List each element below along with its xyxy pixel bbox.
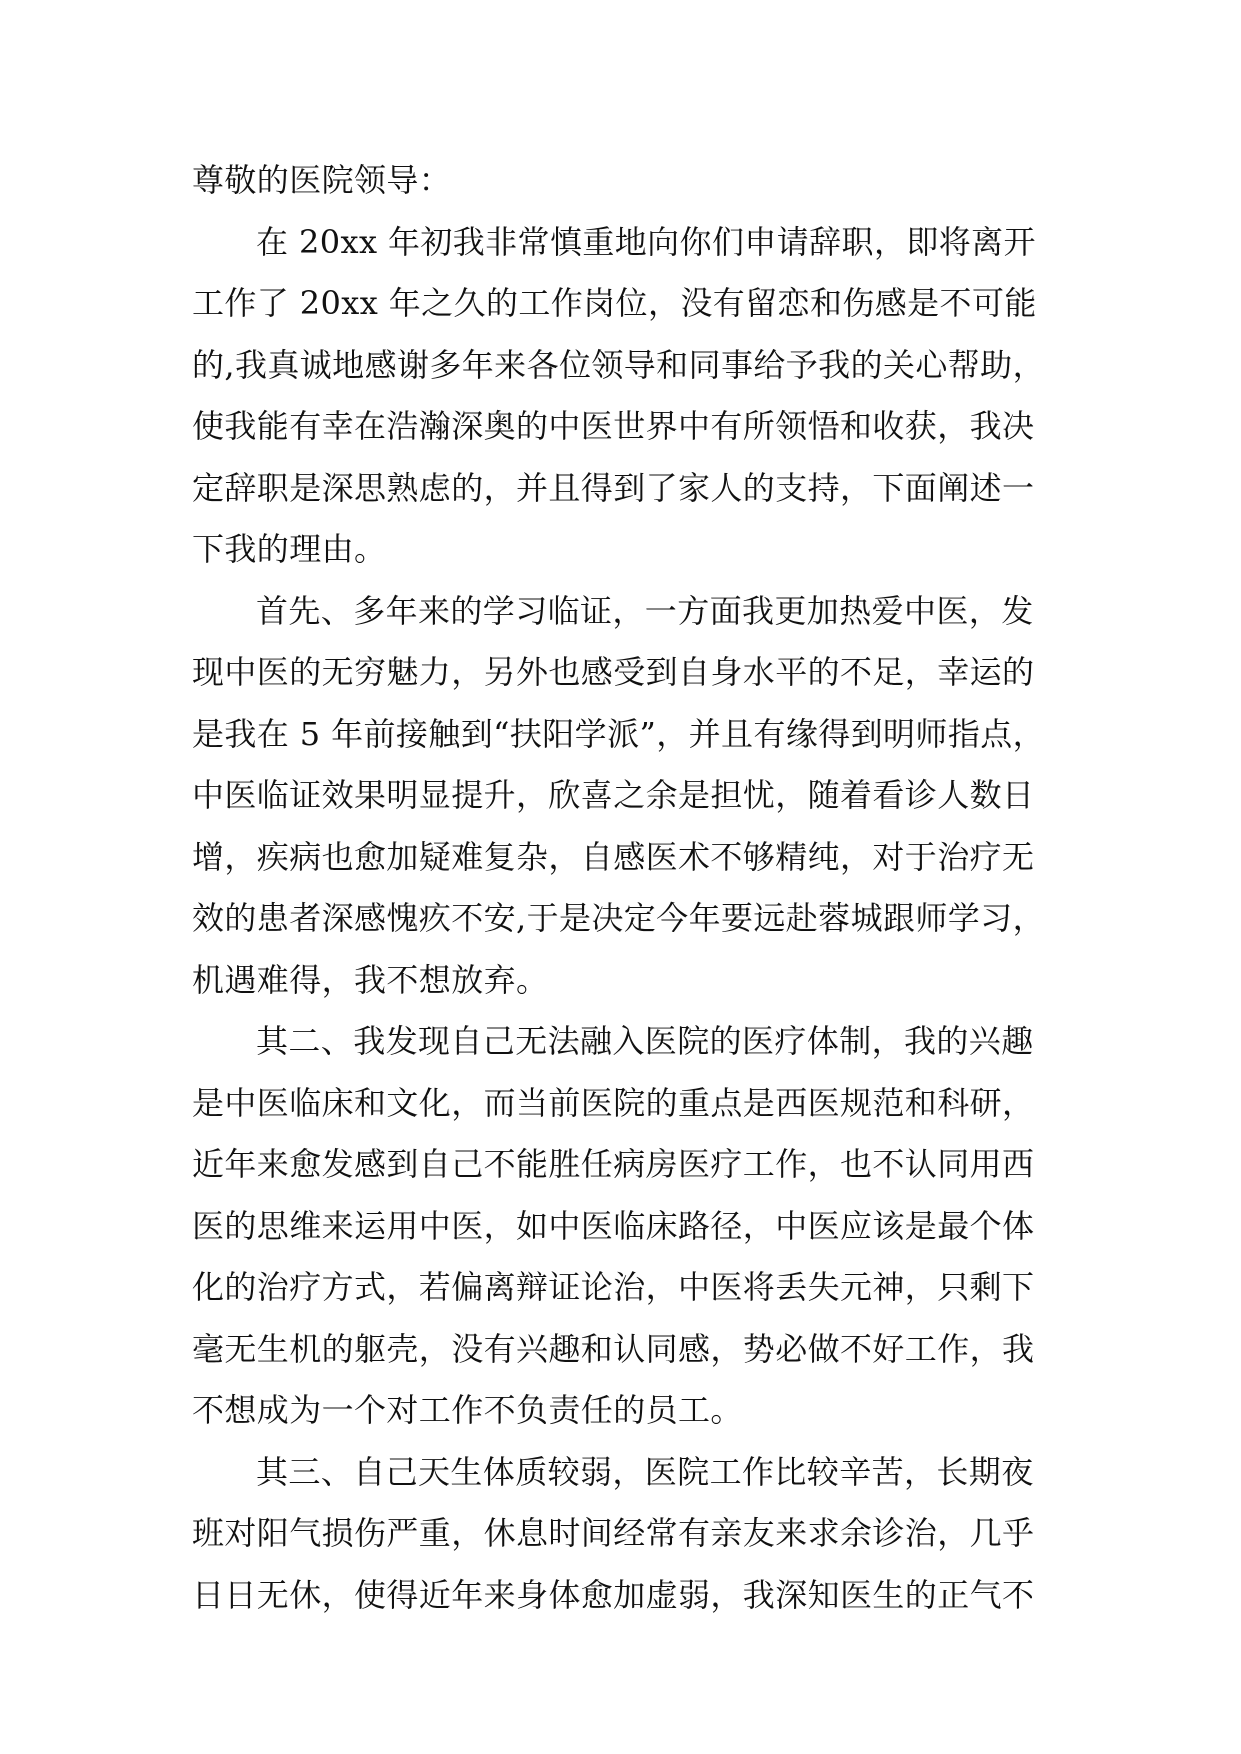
paragraph-line: 毫无生机的躯壳，没有兴趣和认同感，势必做不好工作，我 bbox=[192, 1329, 1035, 1368]
paragraph-line: 在 20xx 年初我非常慎重地向你们申请辞职，即将离开 bbox=[256, 222, 1036, 261]
paragraph-line: 的,我真诚地感谢多年来各位领导和同事给予我的关心帮助， bbox=[192, 345, 1045, 384]
paragraph-line: 机遇难得，我不想放弃。 bbox=[192, 960, 549, 999]
paragraph-line: 首先、多年来的学习临证，一方面我更加热爱中医，发 bbox=[256, 591, 1034, 630]
paragraph-line: 班对阳气损伤严重，休息时间经常有亲友来求余诊治，几乎 bbox=[192, 1514, 1035, 1552]
paragraph-line: 使我能有幸在浩瀚深奥的中医世界中有所领悟和收获，我决 bbox=[192, 407, 1035, 445]
paragraph-line: 不想成为一个对工作不负责任的员工。 bbox=[192, 1391, 743, 1429]
paragraph-line: 医的思维来运用中医，如中医临床路径，中医应该是最个体 bbox=[192, 1206, 1035, 1245]
paragraph-line: 日日无休，使得近年来身体愈加虚弱，我深知医生的正气不 bbox=[192, 1575, 1035, 1614]
paragraph-line: 效的患者深感愧疚不安,于是决定今年要远赴蓉城跟师学习， bbox=[192, 899, 1045, 937]
paragraph-line: 是我在 5 年前接触到“扶阳学派”，并且有缘得到明师指点， bbox=[192, 714, 1046, 753]
paragraph-line: 增，疾病也愈加疑难复杂，自感医术不够精纯，对于治疗无 bbox=[192, 837, 1035, 876]
paragraph-line: 现中医的无穷魅力，另外也感受到自身水平的不足，幸运的 bbox=[192, 653, 1035, 691]
paragraph-line: 中医临证效果明显提升，欣喜之余是担忧，随着看诊人数日 bbox=[192, 776, 1035, 814]
paragraph-line: 定辞职是深思熟虑的，并且得到了家人的支持，下面阐述一 bbox=[192, 468, 1035, 507]
letter-body bbox=[192, 150, 1054, 1626]
paragraph-line: 其三、自己天生体质较弱，医院工作比较辛苦，长期夜 bbox=[256, 1452, 1034, 1491]
salutation: 尊敬的医院领导： bbox=[192, 161, 452, 199]
paragraph-line: 是中医临床和文化，而当前医院的重点是西医规范和科研， bbox=[192, 1083, 1035, 1122]
paragraph-line: 化的治疗方式，若偏离辩证论治，中医将丢失元神，只剩下 bbox=[192, 1268, 1035, 1306]
paragraph-line: 近年来愈发感到自己不能胜任病房医疗工作，也不认同用西 bbox=[192, 1145, 1035, 1183]
paragraph-line: 其二、我发现自己无法融入医院的医疗体制，我的兴趣 bbox=[256, 1022, 1034, 1060]
paragraph-line: 工作了 20xx 年之久的工作岗位，没有留恋和伤感是不可能 bbox=[192, 284, 1037, 322]
paragraph-line: 下我的理由。 bbox=[192, 530, 387, 568]
